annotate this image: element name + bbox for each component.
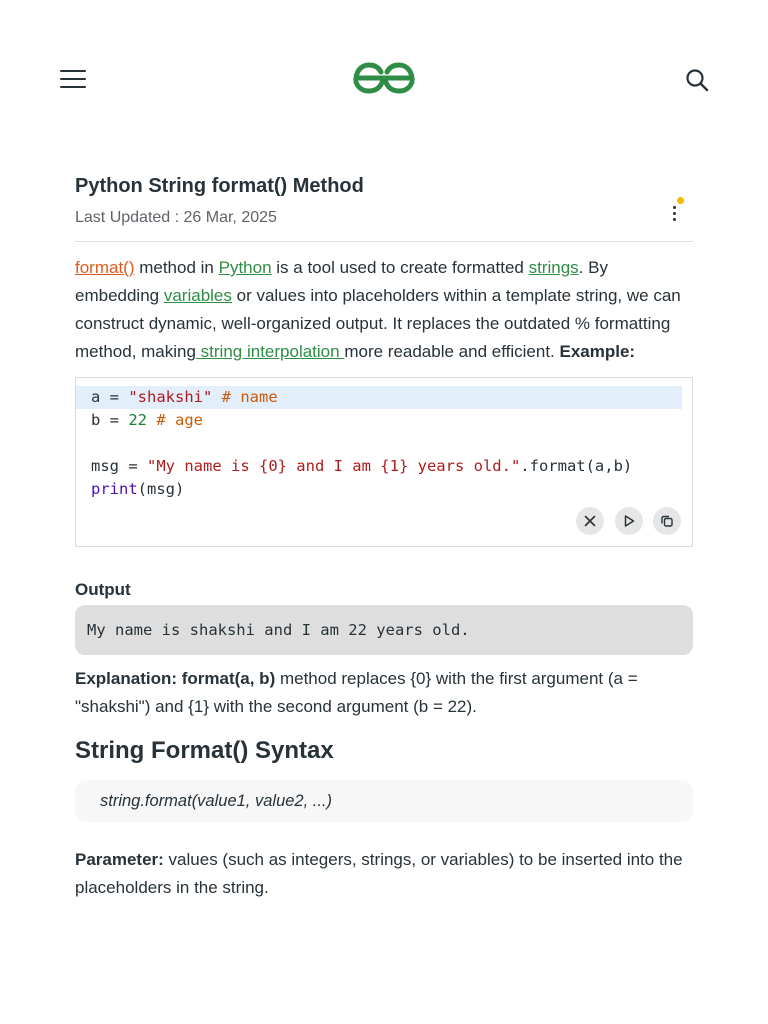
- code-token: b =: [91, 411, 129, 429]
- code-token: # age: [147, 411, 203, 429]
- intro-text: . By embedding: [75, 258, 608, 305]
- output-heading: Output: [75, 580, 131, 599]
- explanation-label: Explanation: format(a, b): [75, 669, 276, 688]
- parameter-paragraph: [75, 846, 693, 902]
- link-python[interactable]: Python: [218, 258, 272, 277]
- divider: [75, 241, 693, 242]
- output-box: My name is shakshi and I am 22 years old.: [75, 605, 693, 655]
- run-icon[interactable]: [615, 507, 643, 535]
- code-line[interactable]: [76, 455, 682, 478]
- last-updated: Last Updated : 26 Mar, 2025: [75, 209, 277, 226]
- code-editor[interactable]: [75, 377, 693, 547]
- code-line[interactable]: [76, 478, 682, 501]
- code-token: 22: [128, 411, 147, 429]
- syntax-box: string.format(value1, value2, ...): [75, 780, 693, 822]
- search-icon[interactable]: [684, 66, 710, 94]
- syntax-heading: String Format() Syntax: [75, 737, 334, 764]
- code-token: # name: [212, 388, 278, 406]
- intro-text: is a tool used to create formatted: [271, 258, 529, 277]
- copy-icon[interactable]: [653, 507, 681, 535]
- link-variables[interactable]: variables: [163, 286, 232, 305]
- explanation-paragraph: [75, 665, 693, 721]
- vertical-dots-icon[interactable]: [667, 200, 681, 228]
- code-line[interactable]: [76, 386, 682, 409]
- code-token: print: [91, 480, 138, 498]
- explanation-text: method replaces {0} with the first argument (a = "shakshi") and {1} with the second argument (b = 22).: [75, 669, 638, 716]
- code-token: (msg): [137, 480, 185, 498]
- code-line[interactable]: [76, 409, 682, 432]
- intro-text: more readable and efficient.: [344, 342, 560, 361]
- geeksforgeeks-logo[interactable]: [352, 60, 416, 96]
- article: [75, 170, 693, 902]
- code-token: "My name is {0} and I am {1} years old.": [147, 457, 521, 475]
- link-strings[interactable]: strings: [528, 258, 579, 277]
- parameter-label: Parameter:: [75, 850, 164, 869]
- intro-text: method in: [134, 258, 219, 277]
- code-line[interactable]: [76, 432, 682, 455]
- notification-dot: [677, 197, 684, 204]
- intro-text: or values into placeholders within a template string, we can construct dynamic, well-organized output. It replaces the outdated % formatting method, making: [75, 286, 681, 361]
- link-string-interpolation[interactable]: string interpolation: [195, 342, 345, 361]
- page-title: Python String format() Method: [75, 175, 364, 197]
- code-actions: [570, 507, 681, 537]
- code-token: a =: [91, 388, 129, 406]
- parameter-text: values (such as integers, strings, or variables) to be inserted into the placeholders in the string.: [75, 850, 683, 897]
- top-navbar: [0, 0, 768, 160]
- link-format[interactable]: format(): [75, 258, 135, 277]
- code-token: .format(a,b): [520, 457, 633, 475]
- code-token: "shakshi": [128, 388, 213, 406]
- code-token: msg =: [91, 457, 147, 475]
- hamburger-menu-icon[interactable]: [60, 68, 86, 90]
- intro-paragraph: [75, 254, 693, 366]
- close-icon[interactable]: [576, 507, 604, 535]
- example-label: Example:: [559, 342, 636, 361]
